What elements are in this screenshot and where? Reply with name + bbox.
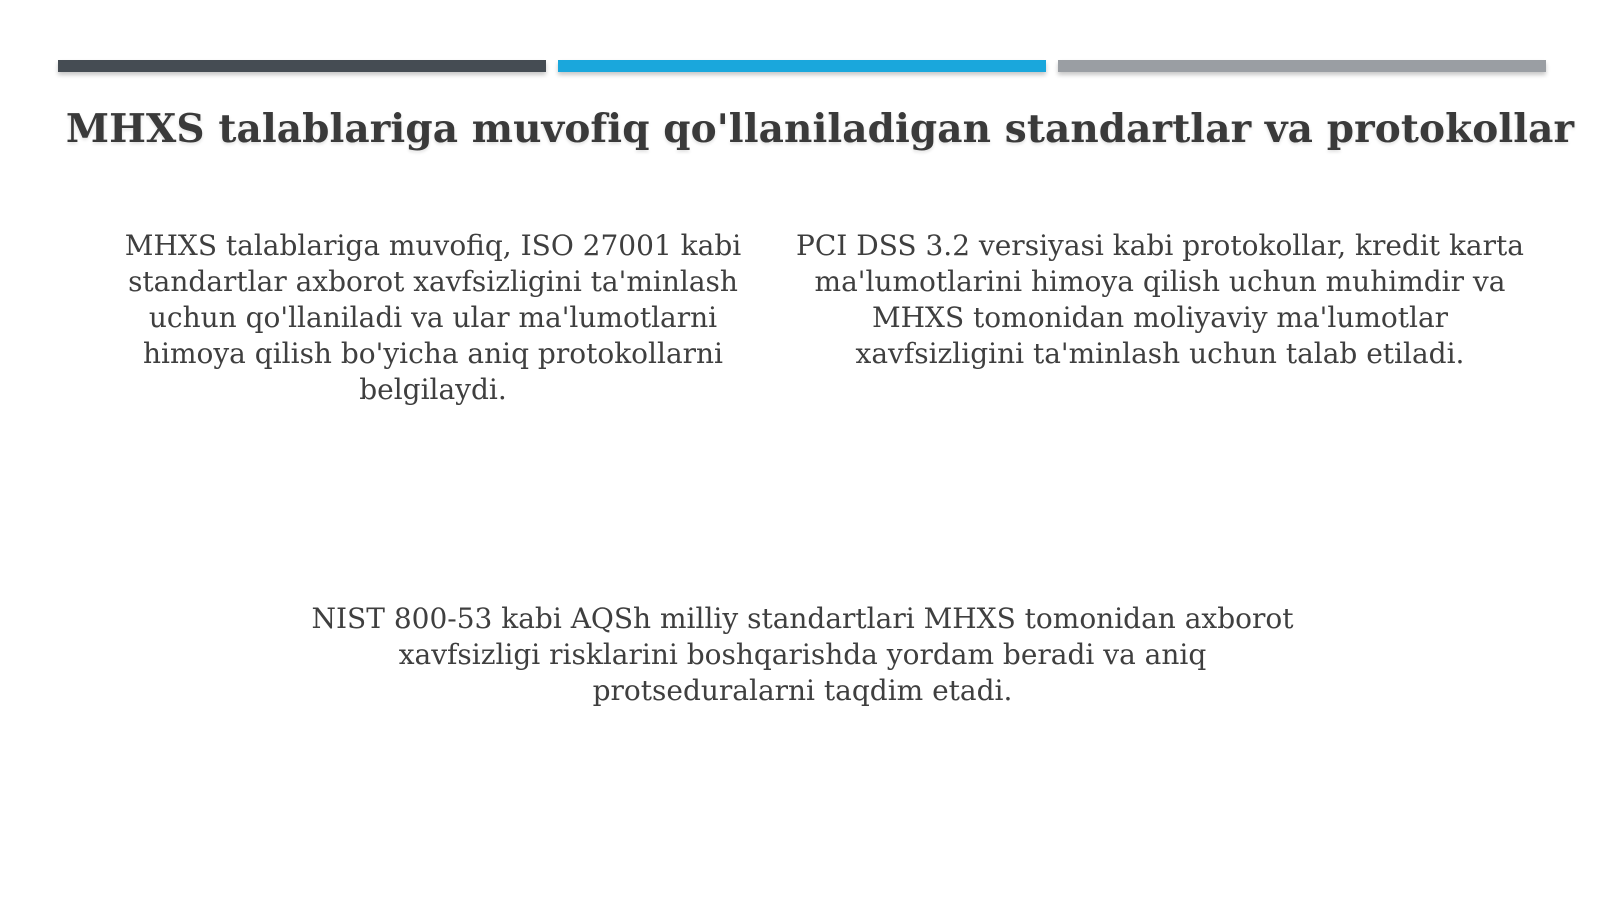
header-bar-gray bbox=[1058, 60, 1546, 72]
header-bar-blue bbox=[558, 60, 1046, 72]
paragraph-iso-27001: MHXS talablariga muvofiq, ISO 27001 kabi standartlar axborot xavfsizligini ta'minlash uchun qo'llaniladi va ular ma'lumotlarni himoya qilish bo'yicha aniq protokollarni belgilaydi. bbox=[124, 229, 742, 406]
slide-title: MHXS talablariga muvofiq qo'llaniladigan standartlar va protokollar bbox=[65, 106, 1575, 152]
header-bar-dark bbox=[58, 60, 546, 72]
paragraph-nist: NIST 800-53 kabi AQSh milliy standartlari MHXS tomonidan axborot xavfsizligi risklarini boshqarishda yordam beradi va aniq protseduralarni taqdim etadi. bbox=[311, 602, 1294, 707]
paragraph-pci-dss: PCI DSS 3.2 versiyasi kabi protokollar, kredit karta ma'lumotlarini himoya qilish uchun muhimdir va MHXS tomonidan moliyaviy ma'lumotlar xavfsizligini ta'minlash uchun talab etiladi. bbox=[796, 229, 1524, 370]
